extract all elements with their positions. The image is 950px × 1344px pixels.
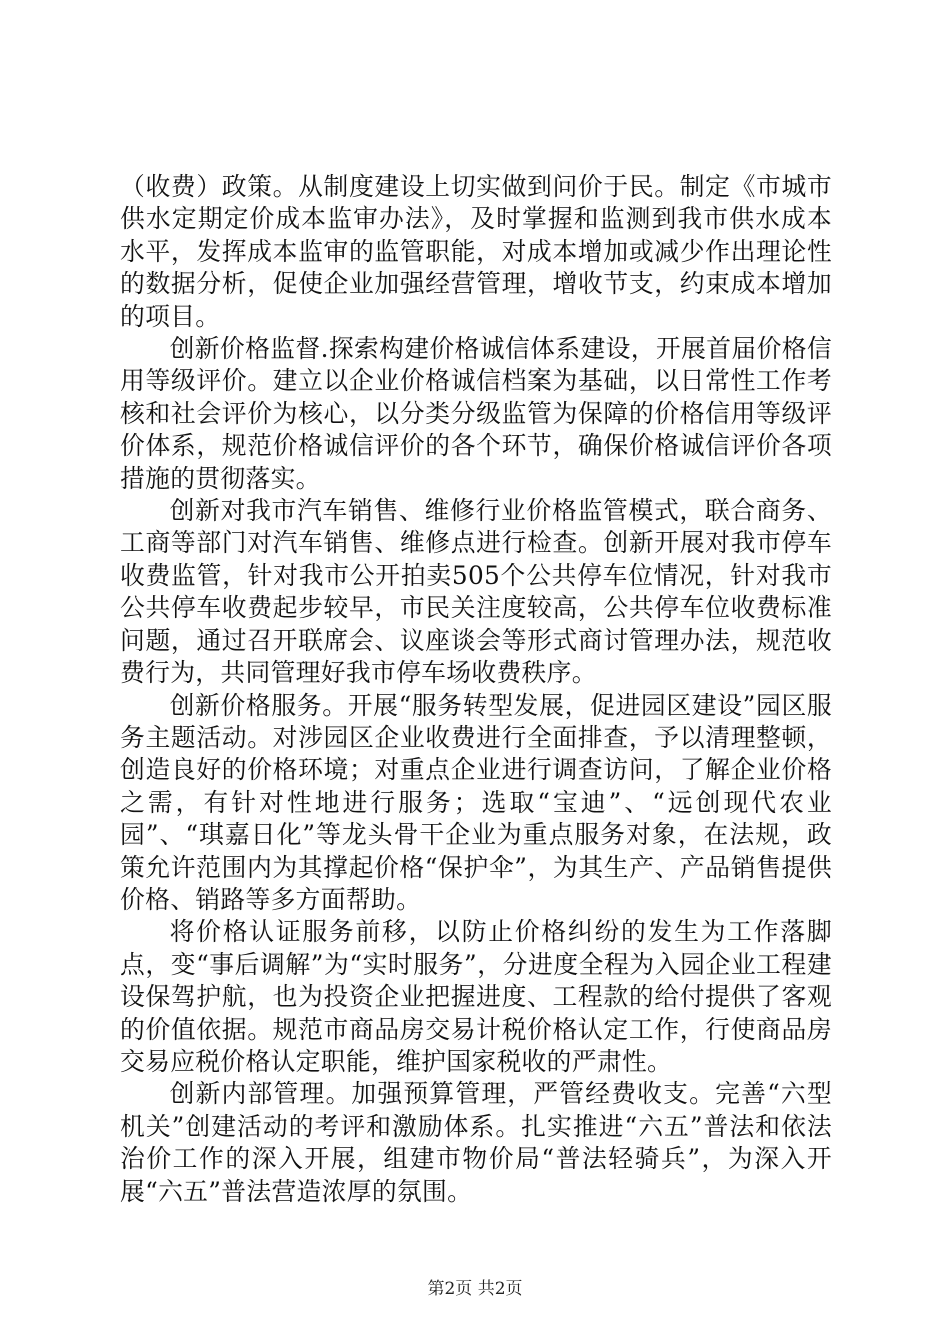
paragraph-price-supervision: 创新价格监督.探索构建价格诚信体系建设，开展首届价格信用等级评价。建立以企业价格诚信档案为基础，以日常性工作考核和社会评价为核心，以分类分级监管为保障的价格信用等级评价体系，规范价格诚信评价的各个环节，确保价格诚信评价各项措施的贯彻落实。 (120, 334, 832, 493)
paragraph-auto-parking-regulation: 创新对我市汽车销售、维修行业价格监管模式，联合商务、工商等部门对汽车销售、维修点进行检查。创新开展对我市停车收费监管，针对我市公开拍卖505个公共停车位情况，针对我市公共停车收费起步较早，市民关注度较高，公共停车位收费标准问题，通过召开联席会、议座谈会等形式商讨管理办法，规范收费行为，共同管理好我市停车场收费秩序。 (120, 496, 832, 688)
document-body (120, 171, 832, 1208)
paragraph-price-service: 创新价格服务。开展“服务转型发展，促进园区建设”园区服务主题活动。对涉园区企业收费进行全面排查，予以清理整顿，创造良好的价格环境；对重点企业进行调查访问，了解企业价格之需，有针对性地进行服务；选取“宝迪”、“远创现代农业园”、“琪嘉日化”等龙头骨干企业为重点服务对象，在法规，政策允许范围内为其撑起价格“保护伞”，为其生产、产品销售提供价格、销路等多方面帮助。 (120, 690, 832, 914)
page-number-footer: 第2页 共2页 (427, 1279, 523, 1299)
paragraph-price-certification: 将价格认证服务前移，以防止价格纠纷的发生为工作落脚点，变“事后调解”为“实时服务”，分进度全程为入园企业工程建设保驾护航，也为投资企业把握进度、工程款的给付提供了客观的价值依据。规范市商品房交易计税价格认定工作，行使商品房交易应税价格认定职能，维护国家税收的严肃性。 (120, 917, 832, 1076)
paragraph-continuation: （收费）政策。从制度建设上切实做到问价于民。制定《市城市供水定期定价成本监审办法》，及时掌握和监测到我市供水成本水平，发挥成本监审的监管职能，对成本增加或减少作出理论性的数据分析，促使企业加强经营管理，增收节支，约束成本增加的项目。 (120, 172, 832, 331)
paragraph-internal-management: 创新内部管理。加强预算管理，严管经费收支。完善“六型机关”创建活动的考评和激励体系。扎实推进“六五”普法和依法治价工作的深入开展，组建市物价局“普法轻骑兵”，为深入开展“六五”普法营造浓厚的氛围。 (120, 1079, 832, 1206)
